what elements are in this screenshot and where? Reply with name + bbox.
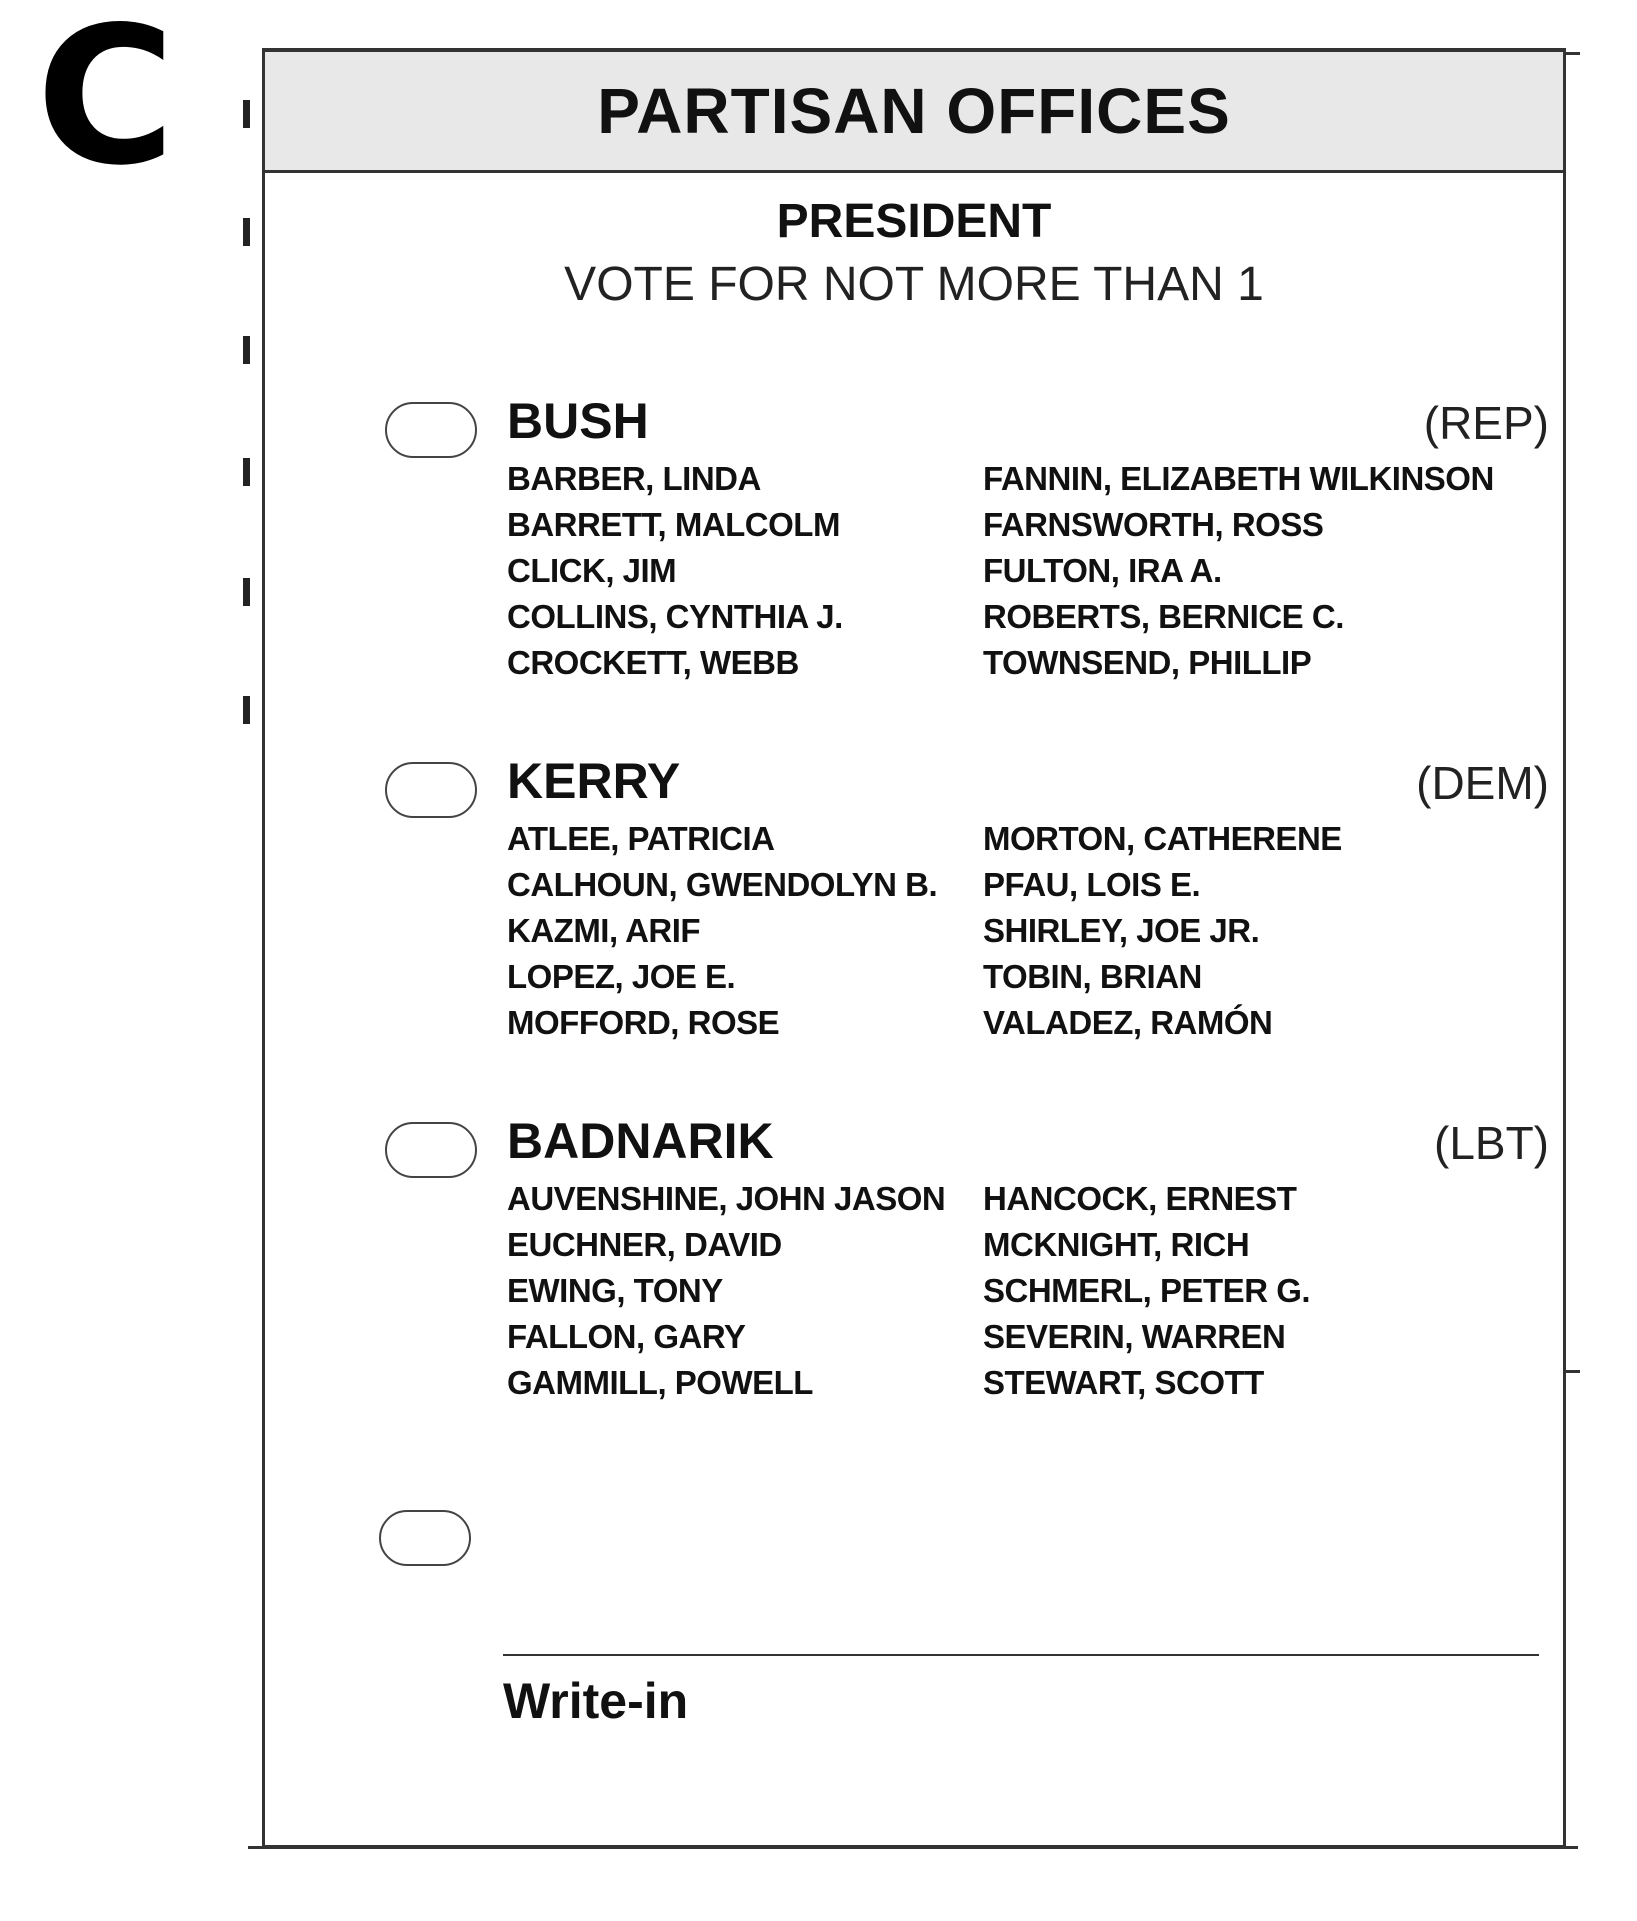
elector-name: EUCHNER, DAVID bbox=[507, 1226, 782, 1263]
race-instruction: VOTE FOR NOT MORE THAN 1 bbox=[564, 258, 1264, 311]
elector-name: ATLEE, PATRICIA bbox=[507, 820, 775, 857]
candidate-name: KERRY bbox=[507, 753, 681, 809]
elector-name: LOPEZ, JOE E. bbox=[507, 958, 736, 995]
elector-name: BARBER, LINDA bbox=[507, 460, 761, 497]
elector-name: AUVENSHINE, JOHN JASON bbox=[507, 1180, 946, 1217]
edge-mark bbox=[1566, 52, 1580, 55]
vote-oval-bush[interactable] bbox=[385, 402, 477, 458]
timing-mark bbox=[243, 336, 250, 364]
elector-list bbox=[507, 816, 1537, 1046]
party-label: (DEM) bbox=[1416, 757, 1549, 809]
elector-name: TOWNSEND, PHILLIP bbox=[983, 644, 1312, 681]
race-title: PRESIDENT bbox=[776, 195, 1052, 248]
elector-list bbox=[507, 1176, 1537, 1406]
section-title: PARTISAN OFFICES bbox=[597, 75, 1231, 147]
candidate-kerry bbox=[265, 753, 1563, 1056]
elector-name: CLICK, JIM bbox=[507, 552, 677, 589]
elector-name: SHIRLEY, JOE JR. bbox=[983, 912, 1260, 949]
ballot-card bbox=[262, 48, 1566, 1848]
elector-name: FARNSWORTH, ROSS bbox=[983, 506, 1324, 543]
party-label: (LBT) bbox=[1434, 1117, 1549, 1169]
timing-mark bbox=[243, 696, 250, 724]
elector-name: CROCKETT, WEBB bbox=[507, 644, 799, 681]
elector-name: STEWART, SCOTT bbox=[983, 1364, 1264, 1401]
elector-list bbox=[507, 456, 1537, 686]
write-in-label: Write-in bbox=[503, 1673, 689, 1729]
elector-name: MORTON, CATHERENE bbox=[983, 820, 1342, 857]
timing-mark bbox=[243, 578, 250, 606]
panel-label: C bbox=[36, 0, 176, 207]
elector-name: PFAU, LOIS E. bbox=[983, 866, 1201, 903]
elector-name: HANCOCK, ERNEST bbox=[983, 1180, 1297, 1217]
elector-name: SEVERIN, WARREN bbox=[983, 1318, 1286, 1355]
candidate-badnarik bbox=[265, 1113, 1563, 1416]
candidate-name: BUSH bbox=[507, 393, 649, 449]
elector-name: BARRETT, MALCOLM bbox=[507, 506, 840, 543]
vote-oval-kerry[interactable] bbox=[385, 762, 477, 818]
elector-name: ROBERTS, BERNICE C. bbox=[983, 598, 1344, 635]
candidate-bush bbox=[265, 393, 1563, 696]
edge-mark bbox=[1566, 1370, 1580, 1373]
elector-name: CALHOUN, GWENDOLYN B. bbox=[507, 866, 938, 903]
elector-name: FANNIN, ELIZABETH WILKINSON bbox=[983, 460, 1494, 497]
elector-name: SCHMERL, PETER G. bbox=[983, 1272, 1311, 1309]
elector-name: KAZMI, ARIF bbox=[507, 912, 701, 949]
elector-name: FALLON, GARY bbox=[507, 1318, 746, 1355]
write-in-line[interactable] bbox=[503, 1654, 1539, 1656]
elector-name: VALADEZ, RAMÓN bbox=[983, 1004, 1273, 1041]
timing-mark bbox=[243, 218, 250, 246]
party-label: (REP) bbox=[1423, 397, 1549, 449]
write-in-oval[interactable] bbox=[379, 1510, 471, 1566]
timing-mark bbox=[243, 100, 250, 128]
elector-name: COLLINS, CYNTHIA J. bbox=[507, 598, 843, 635]
elector-name: GAMMILL, POWELL bbox=[507, 1364, 813, 1401]
elector-name: MOFFORD, ROSE bbox=[507, 1004, 780, 1041]
candidate-name: BADNARIK bbox=[507, 1113, 774, 1169]
timing-mark bbox=[243, 458, 250, 486]
elector-name: MCKNIGHT, RICH bbox=[983, 1226, 1250, 1263]
section-header bbox=[265, 52, 1563, 173]
elector-name: TOBIN, BRIAN bbox=[983, 958, 1202, 995]
elector-name: FULTON, IRA A. bbox=[983, 552, 1222, 589]
vote-oval-badnarik[interactable] bbox=[385, 1122, 477, 1178]
elector-name: EWING, TONY bbox=[507, 1272, 723, 1309]
ballot-bottom-edge bbox=[248, 1846, 1578, 1849]
